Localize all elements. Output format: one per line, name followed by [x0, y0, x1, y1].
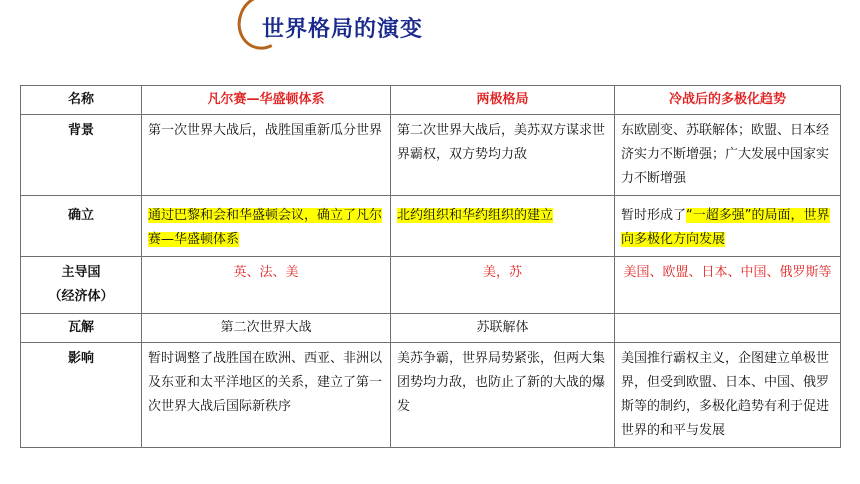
row-label-background: 背景: [21, 115, 142, 196]
header-col-3: 冷战后的多极化趋势: [615, 86, 841, 115]
establishment-cell-2: [391, 196, 615, 257]
highlight-text: 北约组织和华约组织的建立: [397, 208, 554, 223]
establishment-text-plain: 暂时形成了: [621, 208, 687, 223]
row-label-influence: 影响: [21, 343, 142, 448]
influence-cell-2: 美苏争霸，世界局势紧张，但两大集团势均力敌，也防止了新的大战的爆发: [391, 343, 615, 448]
leaders-cell-3: 美国、欧盟、日本、中国、俄罗斯等: [615, 257, 841, 314]
highlight-text: 通过巴黎和会和华盛顿会议，确立了凡尔赛—华盛顿体系: [148, 208, 383, 247]
establishment-cell-1: [142, 196, 391, 257]
leaders-cell-2: 美，苏: [391, 257, 615, 314]
leaders-cell-1: 英、法、美: [142, 257, 391, 314]
header-name-cell: 名称: [21, 86, 142, 115]
row-label-collapse: 瓦解: [21, 314, 142, 343]
collapse-cell-2: 苏联解体: [391, 314, 615, 343]
background-cell-3: 东欧剧变、苏联解体；欧盟、日本经济实力不断增强；广大发展中国家实力不断增强: [615, 115, 841, 196]
establishment-cell-3: [615, 196, 841, 257]
collapse-cell-3: [615, 314, 841, 343]
background-cell-2: 第二次世界大战后，美苏双方谋求世界霸权，双方势均力敌: [391, 115, 615, 196]
row-label-leaders-line1: 主导国: [61, 265, 101, 280]
row-label-establishment: 确立: [21, 196, 142, 257]
comparison-table: [20, 85, 841, 448]
influence-cell-1: 暂时调整了战胜国在欧洲、西亚、非洲以及东亚和太平洋地区的关系，建立了第一次世界大战后国际新秩序: [142, 343, 391, 448]
title-block: [238, 0, 458, 52]
row-label-leaders: [21, 257, 142, 314]
table-header-row: [21, 86, 841, 115]
highlight-text: “一超多强”的局面，世界向多极化方向发展: [621, 208, 830, 247]
table-row-leaders: [21, 257, 841, 314]
page-title: 世界格局的演变: [262, 17, 424, 42]
table-row-influence: [21, 343, 841, 448]
collapse-cell-1: 第二次世界大战: [142, 314, 391, 343]
table-row-collapse: [21, 314, 841, 343]
header-col-1: 凡尔赛—华盛顿体系: [142, 86, 391, 115]
background-cell-1: 第一次世界大战后，战胜国重新瓜分世界: [142, 115, 391, 196]
table-row-background: [21, 115, 841, 196]
row-label-leaders-line2: （经济体）: [48, 289, 114, 304]
influence-cell-3: 美国推行霸权主义，企图建立单极世界，但受到欧盟、日本、中国、俄罗斯等的制约，多极化趋势有利于促进世界的和平与发展: [615, 343, 841, 448]
table-row-establishment: [21, 196, 841, 257]
header-col-2: 两极格局: [391, 86, 615, 115]
